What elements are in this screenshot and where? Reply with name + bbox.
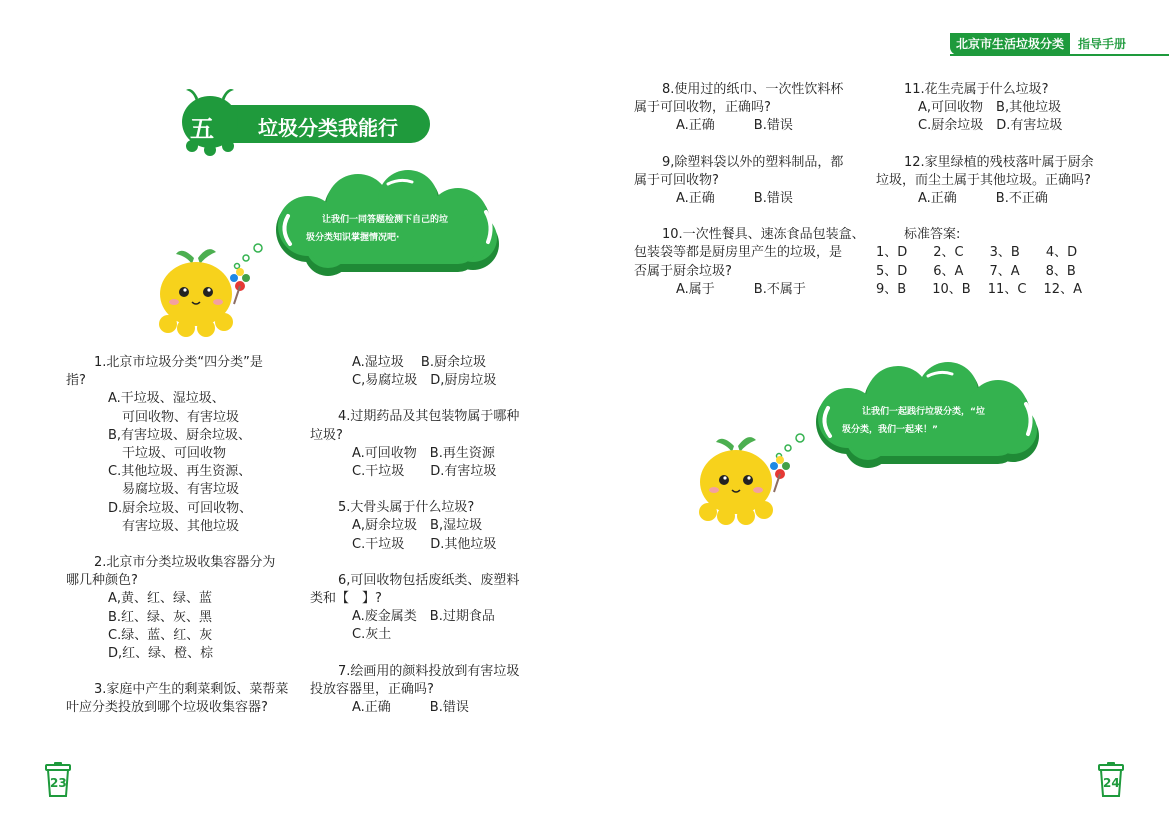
quiz-column-3 [634, 81, 865, 299]
text-line: A.正确 B.不正确 [918, 191, 1048, 207]
text-line: 11.花生壳属于什么垃圾? [904, 82, 1049, 97]
text-line: 可回收物、有害垃圾 [122, 409, 240, 425]
text-line: 5.大骨头属于什么垃圾? [338, 500, 475, 516]
text-line: 8.使用过的纸巾、一次性饮料杯 [662, 82, 844, 97]
text-line: 哪几种颜色? [66, 573, 138, 589]
text-line: A.正确 B.错误 [676, 118, 793, 134]
text-line: 干垃圾、可回收物 [122, 446, 227, 462]
text-line: A.正确 B.错误 [352, 700, 469, 716]
text-line: 6,可回收物包括废纸类、废塑料 [338, 572, 520, 588]
text-line: 属于可回收物，正确吗? [634, 100, 771, 116]
cloud-right-line1: 让我们一起践行垃圾分类，“垃 [862, 407, 985, 417]
header-subtitle: 指导手册 [1078, 37, 1127, 51]
text-line: C.其他垃圾、再生资源、 [108, 464, 252, 480]
text-line: C.绿、蓝、红、灰 [108, 627, 213, 643]
text-line: A,黄、红、绿、蓝 [108, 591, 213, 607]
header-rule [950, 54, 1169, 56]
text-line: 属于可回收物? [634, 172, 719, 188]
page-number-right: 24 [1103, 776, 1120, 790]
cloud-left-line2: 圾分类知识掌握情况吧· [306, 233, 400, 243]
text-line: 有害垃圾、其他垃圾 [122, 518, 240, 534]
mascot-right [692, 432, 792, 528]
text-line: 叶应分类投放到哪个垃圾收集容器? [66, 700, 268, 716]
answer-key-row: 5、D 6、A 7、A 8、B [876, 263, 1076, 279]
cloud-left-line1: 让我们一同答题检测下自己的垃 [322, 215, 449, 225]
text-line: A.可回收物 B.再生资源 [352, 445, 495, 461]
text-line: A.属于 B.不属于 [676, 281, 806, 297]
text-line: 否属于厨余垃圾? [634, 263, 732, 279]
text-line: A,厨余垃圾 B,湿垃圾 [352, 518, 483, 534]
text-line: D.厨余垃圾、可回收物、 [108, 500, 253, 516]
text-line: C.灰土 [352, 627, 392, 643]
answer-key-row: 1、D 2、C 3、B 4、D [876, 245, 1078, 261]
text-line: C.干垃圾 D.有害垃圾 [352, 464, 497, 480]
chapter-number: 五 [190, 115, 214, 143]
quiz-column-2 [310, 354, 519, 717]
mascot-left [152, 244, 252, 340]
text-line: 3.家庭中产生的剩菜剩饭、菜帮菜 [94, 682, 289, 698]
answer-key-title: 标准答案: [904, 227, 961, 243]
text-line: A,可回收物 B,其他垃圾 [918, 100, 1062, 116]
answer-key-row: 9、B 10、B 11、C 12、A [876, 281, 1082, 297]
cloud-right-line2: 圾分类，我们一起来！” [842, 425, 938, 435]
page-number-left: 23 [50, 776, 67, 790]
text-line: A.湿垃圾 B.厨余垃圾 [352, 355, 486, 370]
text-line: 类和【 】? [310, 591, 382, 607]
text-line: 7.绘画用的颜料投放到有害垃圾 [338, 663, 520, 679]
header-title: 北京市生活垃圾分类 [956, 37, 1065, 51]
text-line: 9,除塑料袋以外的塑料制品，都 [662, 154, 844, 170]
quiz-column-1 [66, 354, 288, 718]
text-line: 4.过期药品及其包装物属于哪种 [338, 409, 520, 425]
text-line: 1.北京市垃圾分类“四分类”是 [94, 355, 263, 370]
text-line: 2.北京市分类垃圾收集容器分为 [94, 555, 276, 571]
text-line: 包装袋等都是厨房里产生的垃圾，是 [634, 245, 843, 261]
text-line: 12.家里绿植的残枝落叶属于厨余 [904, 154, 1094, 170]
text-line: B,有害垃圾、厨余垃圾、 [108, 427, 252, 443]
text-line: 垃圾? [310, 427, 343, 443]
text-line: A.干垃圾、湿垃圾、 [108, 391, 225, 407]
text-line: 易腐垃圾、有害垃圾 [122, 482, 240, 498]
text-line: 指? [66, 373, 86, 389]
quiz-column-4 [876, 81, 1094, 299]
text-line: 投放容器里，正确吗? [310, 681, 434, 697]
text-line: B.红、绿、灰、黑 [108, 609, 213, 625]
text-line: 10.一次性餐具、速冻食品包装盒、 [662, 227, 865, 243]
text-line: 垃圾，而尘土属于其他垃圾。正确吗? [876, 172, 1091, 188]
running-header [950, 33, 1169, 55]
text-line: C.厨余垃圾 D.有害垃圾 [918, 118, 1063, 134]
text-line: A.废金属类 B.过期食品 [352, 609, 495, 625]
text-line: D,红、绿、橙、棕 [108, 646, 214, 662]
text-line: C.干垃圾 D.其他垃圾 [352, 536, 497, 552]
chapter-title: 垃圾分类我能行 [258, 116, 398, 140]
text-line: C,易腐垃圾 D,厨房垃圾 [352, 373, 497, 389]
text-line: A.正确 B.错误 [676, 191, 793, 207]
